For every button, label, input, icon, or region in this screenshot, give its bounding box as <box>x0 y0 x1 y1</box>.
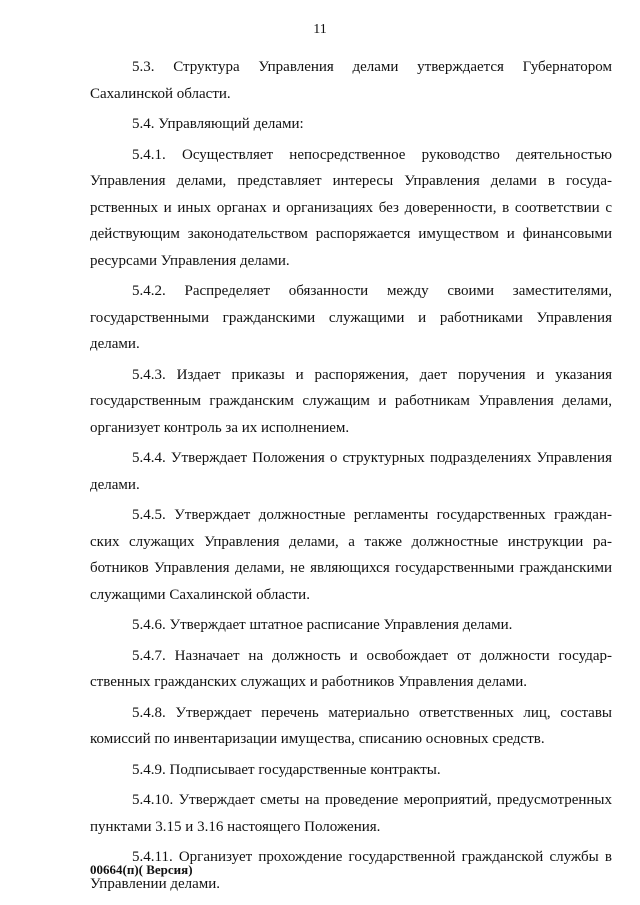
page-number: 11 <box>313 22 327 37</box>
document-footer-code: 00664(п)( Версия) <box>90 862 193 877</box>
document-body <box>90 54 612 901</box>
paragraph-5-4-2: 5.4.2. Распределяет обязанности между своими заместителями, государственными гражданскими служащими и работниками Управления делами. <box>90 283 612 352</box>
paragraph-5-4-11: 5.4.11. Организует прохождение государственной гражданской службы в Управлении делами. <box>90 849 612 892</box>
paragraph-5-4-4: 5.4.4. Утверждает Положения о структурных подразделениях Управления делами. <box>90 450 612 493</box>
paragraph-5-4-5: 5.4.5. Утверждает должностные регламенты государственных гражданских служащих Управления делами, а также должностные инструкции работников Управления делами, не являющихся государственными гражданскими служащими Сахалинской области. <box>90 507 612 603</box>
paragraph-5-4-9: 5.4.9. Подписывает государственные контракты. <box>132 761 441 778</box>
paragraph-5-3: 5.3. Структура Управления делами утверждается Губернатором Сахалинской области. <box>90 59 612 102</box>
paragraph-5-4-7: 5.4.7. Назначает на должность и освобождает от должности государственных гражданских служащих и работников Управления делами. <box>90 647 612 690</box>
paragraph-5-4-6: 5.4.6. Утверждает штатное расписание Управления делами. <box>132 617 513 633</box>
paragraph-5-4-8: 5.4.8. Утверждает перечень материально ответственных лиц, составы комиссий по инвентаризации имущества, списанию основных средств. <box>90 704 612 747</box>
paragraph-5-4-1: 5.4.1. Осуществляет непосредственное руководство деятельностью Управления делами, представляет интересы Управления делами в государственных и иных органах и организациях без доверенности, в соответствии с действующим законодательством распоряжается имуществом и финансовыми ресурсами Управления делами. <box>90 146 612 269</box>
paragraph-5-4: 5.4. Управляющий делами: <box>132 116 304 132</box>
paragraph-5-4-3: 5.4.3. Издает приказы и распоряжения, дает поручения и указания государственным гражданским служащим и работникам Управления делами, организует контроль за их исполнением. <box>90 366 612 436</box>
paragraph-5-4-10: 5.4.10. Утверждает сметы на проведение мероприятий, предусмотренных пунктами 3.15 и 3.16 настоящего Положения. <box>90 792 612 835</box>
